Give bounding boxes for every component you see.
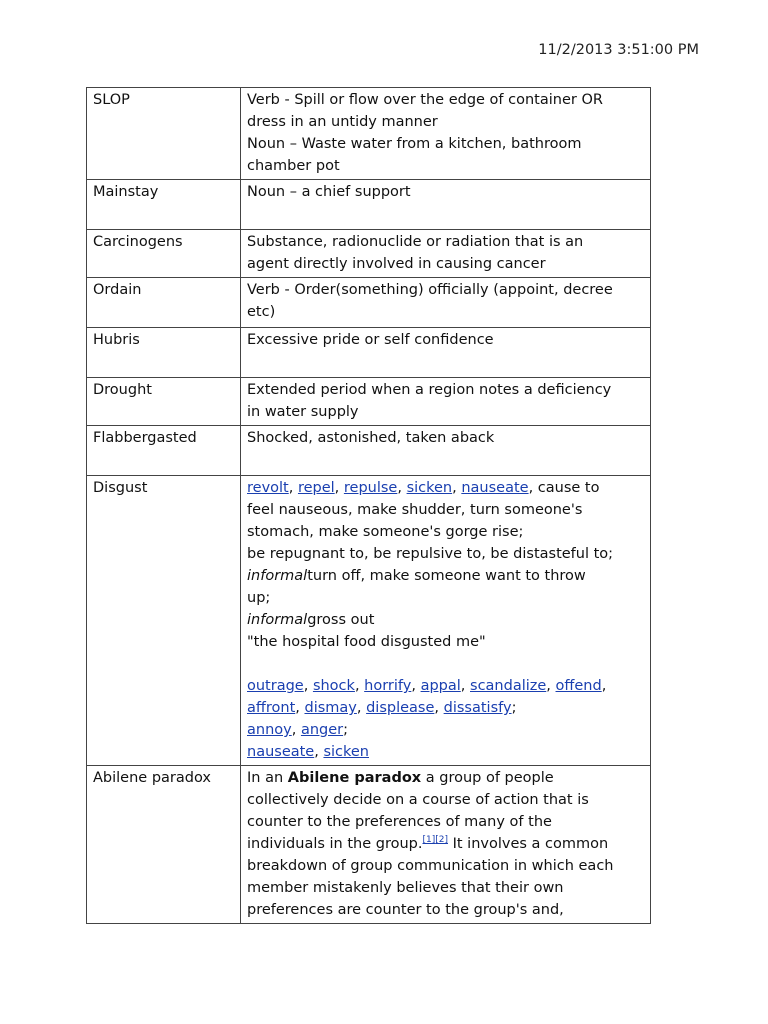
definition-cell bbox=[241, 278, 651, 328]
definition-text: individuals in the group. bbox=[247, 836, 423, 852]
synonym-link-nauseate[interactable]: nauseate bbox=[247, 744, 315, 760]
definition-line: Excessive pride or self confidence bbox=[247, 332, 494, 348]
informal-label: informal bbox=[247, 568, 308, 584]
synonym-line: outrage, shock, horrify, appal, scandalize, offend, bbox=[247, 678, 607, 694]
table-row bbox=[87, 378, 651, 426]
definition-cell bbox=[241, 378, 651, 426]
synonym-line: affront, dismay, displease, dissatisfy; bbox=[247, 700, 517, 716]
definition-line: Verb - Spill or flow over the edge of container OR bbox=[247, 92, 603, 108]
definition-line: collectively decide on a course of action that is bbox=[247, 792, 589, 808]
informal-line bbox=[247, 609, 644, 631]
synonym-link-appal[interactable]: appal bbox=[420, 678, 461, 694]
definition-line: in water supply bbox=[247, 404, 359, 420]
term-cell: Mainstay bbox=[87, 180, 241, 230]
definition-line: chamber pot bbox=[247, 158, 340, 174]
vocabulary-table bbox=[86, 87, 651, 924]
definition-text: a group of people bbox=[421, 770, 554, 786]
definition-line: Noun – a chief support bbox=[247, 184, 411, 200]
definition-line: breakdown of group communication in which each bbox=[247, 858, 614, 874]
bold-term: Abilene paradox bbox=[287, 770, 422, 786]
term-cell: Abilene paradox bbox=[87, 766, 241, 924]
definition-cell bbox=[241, 426, 651, 476]
synonym-link-nauseate[interactable]: nauseate bbox=[461, 480, 529, 496]
synonym-link-revolt[interactable]: revolt bbox=[247, 480, 289, 496]
definition-line: Verb - Order(something) officially (appoint, decree bbox=[247, 282, 613, 298]
definition-line bbox=[247, 833, 644, 855]
definition-line: member mistakenly believes that their own bbox=[247, 880, 564, 896]
synonym-link-annoy[interactable]: annoy bbox=[247, 722, 292, 738]
definition-line bbox=[247, 767, 644, 789]
definition-line: Noun – Waste water from a kitchen, bathroom bbox=[247, 136, 582, 152]
synonym-link-anger[interactable]: anger bbox=[300, 722, 344, 738]
term-cell: Drought bbox=[87, 378, 241, 426]
table-row bbox=[87, 766, 651, 924]
synonym-link-displease[interactable]: displease bbox=[366, 700, 435, 716]
synonym-link-repulse[interactable]: repulse bbox=[343, 480, 398, 496]
definition-line: agent directly involved in causing cancer bbox=[247, 256, 546, 272]
definition-cell bbox=[241, 476, 651, 766]
synonym-link-sicken[interactable]: sicken bbox=[323, 744, 369, 760]
definition-cell bbox=[241, 230, 651, 278]
synonym-link-horrify[interactable]: horrify bbox=[364, 678, 412, 694]
definition-cell bbox=[241, 180, 651, 230]
synonym-line: revolt, repel, repulse, sicken, nauseate, cause to bbox=[247, 480, 600, 496]
definition-text: It involves a common bbox=[448, 836, 609, 852]
synonym-line: nauseate, sicken bbox=[247, 744, 369, 760]
synonym-link-affront[interactable]: affront bbox=[247, 700, 296, 716]
term-cell: Hubris bbox=[87, 328, 241, 378]
definition-line: counter to the preferences of many of the bbox=[247, 814, 552, 830]
reference-link-2[interactable]: [2] bbox=[435, 835, 448, 846]
definition-text: In an bbox=[247, 770, 288, 786]
table-row bbox=[87, 180, 651, 230]
table-row bbox=[87, 88, 651, 180]
definition-line: up; bbox=[247, 590, 271, 606]
definition-line: Extended period when a region notes a deficiency bbox=[247, 382, 612, 398]
definition-line: etc) bbox=[247, 304, 276, 320]
term-cell: Ordain bbox=[87, 278, 241, 328]
synonym-link-repel[interactable]: repel bbox=[297, 480, 335, 496]
reference-link-1[interactable]: [1] bbox=[422, 835, 436, 846]
informal-label: informal bbox=[247, 612, 308, 628]
definition-text: turn off, make someone want to throw bbox=[307, 568, 586, 584]
definition-line: Shocked, astonished, taken aback bbox=[247, 430, 495, 446]
definition-line: stomach, make someone's gorge rise; bbox=[247, 524, 524, 540]
definition-line: be repugnant to, be repulsive to, be distasteful to; bbox=[247, 546, 614, 562]
term-cell: SLOP bbox=[87, 88, 241, 180]
definition-line: preferences are counter to the group's and, bbox=[247, 902, 564, 918]
table-row bbox=[87, 230, 651, 278]
definition-line: Substance, radionuclide or radiation that is an bbox=[247, 234, 584, 250]
table-row bbox=[87, 426, 651, 476]
definition-cell bbox=[241, 328, 651, 378]
synonym-line: annoy, anger; bbox=[247, 722, 348, 738]
definition-line: dress in an untidy manner bbox=[247, 114, 438, 130]
definition-text: gross out bbox=[307, 612, 375, 628]
synonym-link-offend[interactable]: offend bbox=[555, 678, 602, 694]
informal-line bbox=[247, 565, 644, 587]
document-timestamp: 11/2/2013 3:51:00 PM bbox=[538, 42, 699, 58]
synonym-link-scandalize[interactable]: scandalize bbox=[470, 678, 547, 694]
example-sentence: "the hospital food disgusted me" bbox=[247, 634, 486, 650]
synonym-link-dissatisfy[interactable]: dissatisfy bbox=[443, 700, 512, 716]
definition-cell bbox=[241, 88, 651, 180]
term-cell: Carcinogens bbox=[87, 230, 241, 278]
definition-line: feel nauseous, make shudder, turn someone's bbox=[247, 502, 583, 518]
synonym-link-sicken[interactable]: sicken bbox=[406, 480, 453, 496]
synonym-link-outrage[interactable]: outrage bbox=[247, 678, 304, 694]
definition-cell bbox=[241, 766, 651, 924]
table-row bbox=[87, 476, 651, 766]
table-row bbox=[87, 328, 651, 378]
term-cell: Disgust bbox=[87, 476, 241, 766]
definition-text: , cause to bbox=[528, 480, 600, 496]
synonym-link-shock[interactable]: shock bbox=[312, 678, 355, 694]
synonym-link-dismay[interactable]: dismay bbox=[304, 700, 357, 716]
spacer bbox=[247, 653, 644, 675]
table-row bbox=[87, 278, 651, 328]
term-cell: Flabbergasted bbox=[87, 426, 241, 476]
